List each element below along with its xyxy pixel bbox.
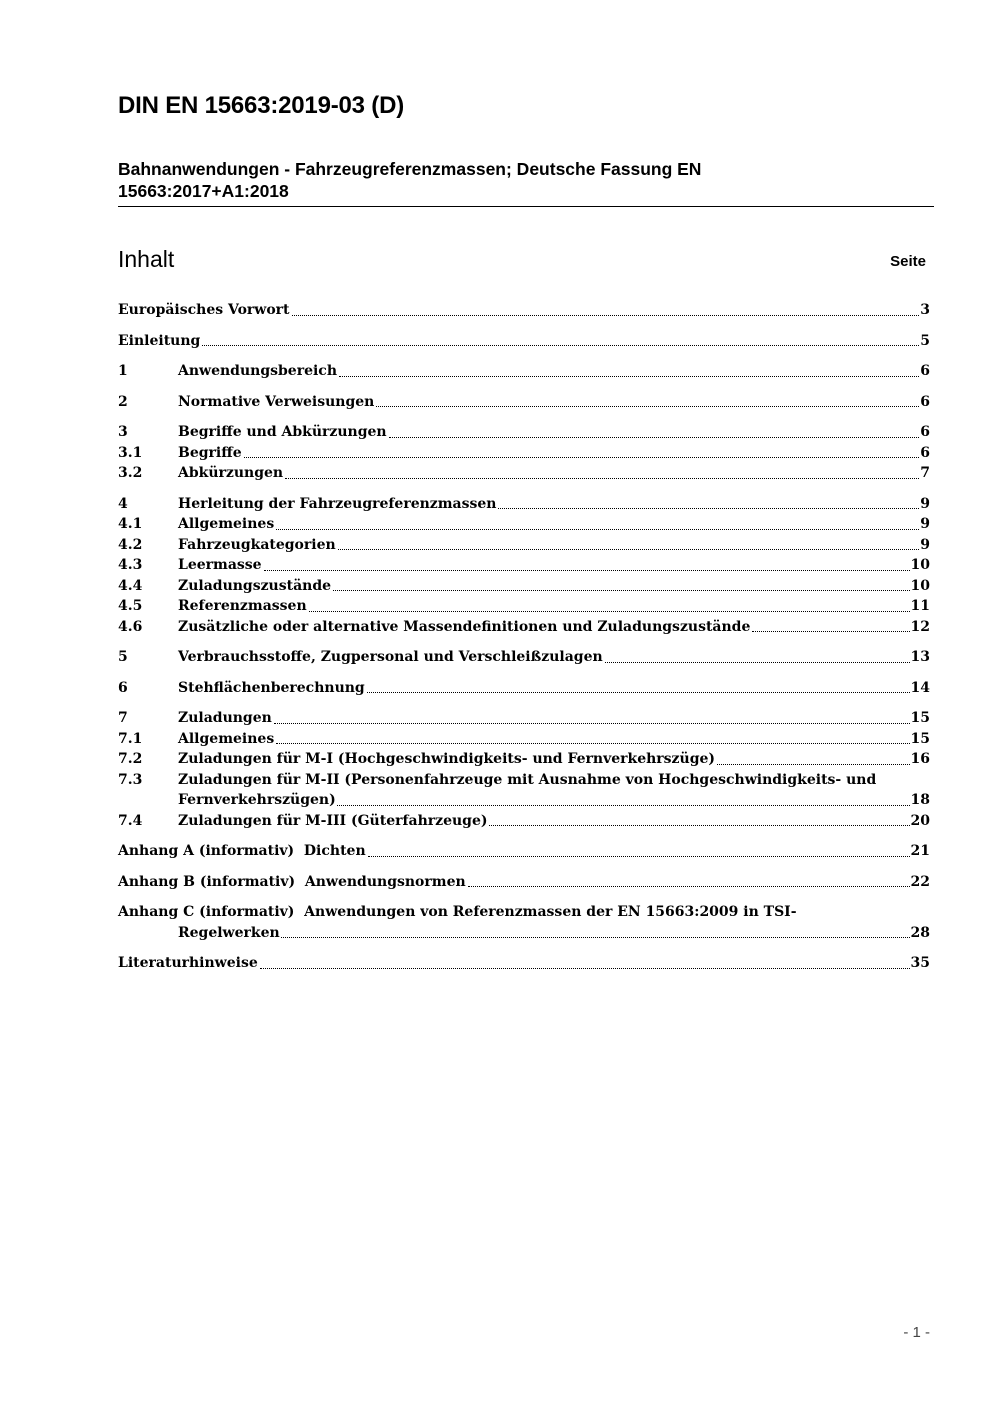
dot-leader xyxy=(292,315,920,316)
toc-entry-title: Zuladungszustände xyxy=(178,577,332,594)
toc-entry-title: Anwendungsbereich xyxy=(178,363,337,379)
toc-entry-title: Europäisches Vorwort xyxy=(118,302,290,318)
toc-entry[interactable] xyxy=(118,535,930,556)
toc-entry-page: 15 xyxy=(910,710,930,726)
toc-entry-title: Anhang A (informativ) Dichten xyxy=(118,843,366,859)
toc-entry-title: Literaturhinweise xyxy=(118,955,258,971)
toc-entry[interactable] xyxy=(118,647,930,668)
toc-entry-title: Zusätzliche oder alternative Massendefinitionen und Zuladungszustände xyxy=(178,618,751,635)
toc-entry[interactable] xyxy=(118,811,930,832)
toc-entry[interactable] xyxy=(118,576,930,597)
dot-leader xyxy=(281,937,910,938)
toc-entry-page: 21 xyxy=(910,843,930,859)
toc-entry-number: 6 xyxy=(118,679,128,696)
toc-entry-number: 4.2 xyxy=(118,536,143,553)
document-title: DIN EN 15663:2019-03 (D) xyxy=(118,92,405,119)
toc-entry-title: Einleitung xyxy=(118,332,201,349)
toc-entry-number: 3.1 xyxy=(118,444,143,461)
toc-entry-title: Allgemeines xyxy=(178,730,275,747)
toc-entry[interactable] xyxy=(118,392,930,413)
dot-leader xyxy=(264,570,910,571)
toc-entry[interactable] xyxy=(118,749,930,770)
toc-entry-page: 12 xyxy=(910,618,930,635)
toc-entry-number: 5 xyxy=(118,649,128,665)
toc-entry-number: 7.1 xyxy=(118,730,143,747)
dot-leader xyxy=(337,805,910,806)
dot-leader xyxy=(309,611,910,612)
dot-leader xyxy=(274,723,910,724)
toc-entry-page: 11 xyxy=(910,598,930,614)
toc-entry-title: Herleitung der Fahrzeugreferenzmassen xyxy=(178,495,497,512)
dot-leader xyxy=(276,743,909,744)
toc-entry[interactable] xyxy=(118,708,930,729)
toc-entry-page: 28 xyxy=(910,924,930,941)
toc-entry[interactable] xyxy=(118,770,930,811)
header-divider xyxy=(118,206,934,207)
dot-leader xyxy=(468,886,910,887)
toc-entry-page: 6 xyxy=(920,424,930,440)
toc-entry-page: 35 xyxy=(910,955,930,971)
dot-leader xyxy=(752,631,909,632)
toc-entry-title: Zuladungen für M-I (Hochgeschwindigkeits- und Fernverkehrszüge) xyxy=(178,751,716,767)
toc-entry-page: 22 xyxy=(910,873,930,890)
toc-entry-number: 4.4 xyxy=(118,577,143,594)
table-of-contents xyxy=(118,300,930,974)
toc-entry-page: 3 xyxy=(920,302,930,318)
toc-entry-title: Fahrzeugkategorien xyxy=(178,536,336,553)
toc-heading xyxy=(118,244,926,274)
toc-entry-page: 9 xyxy=(920,516,930,532)
toc-entry-title-line-2: Regelwerken xyxy=(178,924,280,941)
toc-entry-page: 9 xyxy=(920,536,930,553)
dot-leader xyxy=(260,968,910,969)
toc-entry-page: 6 xyxy=(920,363,930,379)
toc-entry-title: Verbrauchsstoffe, Zugpersonal und Verschleißzulagen xyxy=(178,649,603,665)
toc-entry-title: Abkürzungen xyxy=(178,465,284,481)
toc-entry-page: 18 xyxy=(910,792,930,808)
toc-entry-title-line-1: Zuladungen für M-II (Personenfahrzeuge mit Ausnahme von Hochgeschwindigkeits- und xyxy=(178,771,877,788)
toc-entry-title: Leermasse xyxy=(178,557,262,573)
toc-entry-number: 7.4 xyxy=(118,812,143,829)
toc-entry[interactable] xyxy=(118,729,930,750)
toc-entry-page: 15 xyxy=(910,730,930,747)
dot-leader xyxy=(367,692,910,693)
toc-entry-number: 4 xyxy=(118,495,128,512)
dot-leader xyxy=(498,508,919,509)
toc-entry[interactable] xyxy=(118,514,930,535)
dot-leader xyxy=(285,478,919,479)
page-column-label: Seite xyxy=(890,253,926,270)
toc-entry[interactable] xyxy=(118,953,930,974)
toc-entry[interactable] xyxy=(118,902,930,943)
dot-leader xyxy=(605,662,910,663)
toc-entry-page: 13 xyxy=(910,649,930,665)
toc-entry[interactable] xyxy=(118,872,930,893)
dot-leader xyxy=(717,764,910,765)
toc-entry[interactable] xyxy=(118,300,930,321)
toc-entry-number: 4.1 xyxy=(118,516,143,532)
toc-entry-number: 4.5 xyxy=(118,598,143,614)
toc-entry-page: 5 xyxy=(920,332,930,349)
toc-entry-title: Zuladungen für M-III (Güterfahrzeuge) xyxy=(178,812,488,829)
toc-entry-page: 9 xyxy=(920,495,930,512)
toc-entry-number: 4.6 xyxy=(118,618,143,635)
toc-entry-page: 14 xyxy=(910,679,930,696)
dot-leader xyxy=(202,345,919,346)
dot-leader xyxy=(338,549,920,550)
toc-entry-page: 16 xyxy=(910,751,930,767)
document-header xyxy=(118,86,934,126)
toc-entry-page: 6 xyxy=(920,393,930,410)
toc-entry[interactable] xyxy=(118,678,930,699)
toc-entry-title: Begriffe und Abkürzungen xyxy=(178,424,387,440)
toc-entry-title: Stehflächenberechnung xyxy=(178,679,365,696)
toc-entry-number: 3.2 xyxy=(118,465,143,481)
toc-entry[interactable] xyxy=(118,361,930,382)
toc-entry-number: 7.3 xyxy=(118,771,143,788)
subtitle-line-1: Bahnanwendungen - Fahrzeugreferenzmassen; Deutsche Fassung EN xyxy=(118,159,702,179)
toc-entry[interactable] xyxy=(118,841,930,862)
dot-leader xyxy=(489,825,909,826)
dot-leader xyxy=(244,457,920,458)
subtitle-line-2: 15663:2017+A1:2018 xyxy=(118,181,289,201)
page-number: - 1 - xyxy=(903,1324,930,1341)
toc-title: Inhalt xyxy=(118,246,175,272)
toc-entry[interactable] xyxy=(118,617,930,638)
toc-entry-page: 20 xyxy=(910,812,930,829)
toc-entry[interactable] xyxy=(118,443,930,464)
toc-entry[interactable] xyxy=(118,331,930,352)
toc-entry-page: 10 xyxy=(910,577,930,594)
toc-entry-number: 7 xyxy=(118,710,128,726)
toc-entry-number: 3 xyxy=(118,424,128,440)
toc-entry-title-line-1: Anhang C (informativ) Anwendungen von Referenzmassen der EN 15663:2009 in TSI- xyxy=(118,904,797,920)
toc-entry-number: 1 xyxy=(118,363,128,379)
toc-entry-title-line-2: Fernverkehrszügen) xyxy=(178,792,336,808)
toc-entry-page: 10 xyxy=(910,557,930,573)
dot-leader xyxy=(368,856,910,857)
toc-entry[interactable] xyxy=(118,463,930,484)
toc-entry-page: 7 xyxy=(920,465,930,481)
toc-entry-page: 6 xyxy=(920,444,930,461)
toc-entry-title: Zuladungen xyxy=(178,710,272,726)
dot-leader xyxy=(389,437,920,438)
toc-entry-title: Begriffe xyxy=(178,444,242,461)
toc-entry[interactable] xyxy=(118,555,930,576)
dot-leader xyxy=(376,406,919,407)
toc-entry-title: Normative Verweisungen xyxy=(178,393,375,410)
dot-leader xyxy=(339,376,919,377)
toc-entry-number: 7.2 xyxy=(118,751,143,767)
toc-entry-title: Anhang B (informativ) Anwendungsnormen xyxy=(118,873,466,890)
dot-leader xyxy=(333,590,909,591)
toc-entry-title: Referenzmassen xyxy=(178,598,307,614)
toc-entry[interactable] xyxy=(118,422,930,443)
toc-entry[interactable] xyxy=(118,494,930,515)
document-subtitle xyxy=(118,158,934,202)
dot-leader xyxy=(276,529,919,530)
toc-entry[interactable] xyxy=(118,596,930,617)
toc-entry-number: 2 xyxy=(118,393,128,410)
toc-entry-title: Allgemeines xyxy=(178,516,275,532)
toc-entry-number: 4.3 xyxy=(118,557,143,573)
